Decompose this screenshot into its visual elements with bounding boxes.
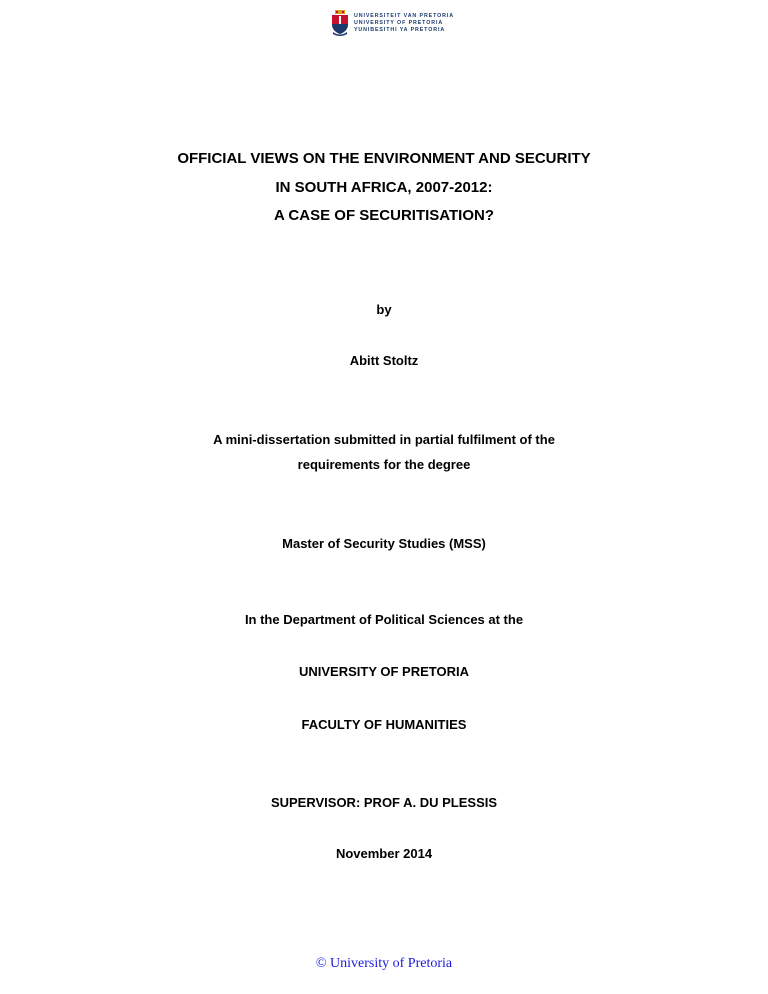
submission-line-1: A mini-dissertation submitted in partial fulfilment of the bbox=[213, 432, 555, 447]
title-line-2: IN SOUTH AFRICA, 2007-2012: bbox=[275, 179, 493, 196]
faculty-name: FACULTY OF HUMANITIES bbox=[301, 717, 467, 732]
university-crest-icon bbox=[330, 10, 350, 36]
supervisor-line: SUPERVISOR: PROF A. DU PLESSIS bbox=[270, 795, 498, 810]
byline-by: by bbox=[376, 302, 392, 317]
university-name: UNIVERSITY OF PRETORIA bbox=[299, 664, 469, 679]
university-logo bbox=[330, 10, 454, 36]
submission-line-2: requirements for the degree bbox=[297, 457, 471, 472]
logo-line-afrikaans: UNIVERSITEIT VAN PRETORIA bbox=[354, 12, 455, 19]
copyright-footer: © University of Pretoria bbox=[315, 956, 453, 971]
title-line-1: OFFICIAL VIEWS ON THE ENVIRONMENT AND SECURITY bbox=[177, 150, 591, 167]
degree-name: Master of Security Studies (MSS) bbox=[282, 536, 486, 551]
title-line-3: A CASE OF SECURITISATION? bbox=[273, 207, 494, 224]
logo-line-sepedi: YUNIBESITHI YA PRETORIA bbox=[354, 26, 446, 33]
logo-line-english: UNIVERSITY OF PRETORIA bbox=[354, 19, 444, 26]
author-name: Abitt Stoltz bbox=[349, 353, 419, 368]
submission-date: November 2014 bbox=[335, 846, 433, 861]
department-line: In the Department of Political Sciences at the bbox=[244, 612, 524, 627]
